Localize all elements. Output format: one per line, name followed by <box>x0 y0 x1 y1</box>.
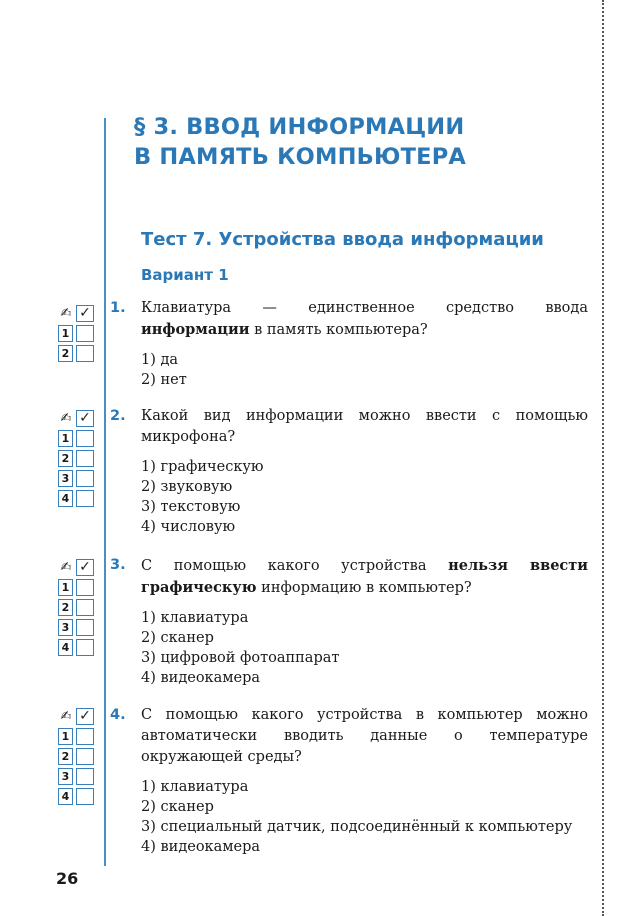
answer-option: 2) сканер <box>141 630 214 646</box>
question-text <box>141 555 588 599</box>
question-2 <box>110 406 588 537</box>
answer-option: 4) числовую <box>141 519 236 535</box>
question-number: 1. <box>110 300 126 316</box>
answer-box[interactable] <box>76 450 94 467</box>
option-number-box: 3 <box>58 470 73 487</box>
question-text-part: в память компьютера? <box>249 322 428 338</box>
answer-option: 3) текстовую <box>141 499 241 515</box>
answer-option: 3) цифровой фотоаппарат <box>141 650 340 666</box>
answer-option: 1) графическую <box>141 459 264 475</box>
answer-box[interactable] <box>76 325 94 342</box>
cut-line <box>602 0 604 916</box>
answer-option: 1) да <box>141 352 179 368</box>
answer-option: 2) сканер <box>141 799 214 815</box>
answer-option: 2) нет <box>141 372 187 388</box>
question-number: 2. <box>110 408 126 424</box>
answer-option: 3) специальный датчик, подсоединённый к компьютеру <box>141 819 573 835</box>
answer-box[interactable] <box>76 748 94 765</box>
section-title-line-2: В ПАМЯТЬ КОМПЬЮТЕРА <box>134 144 466 170</box>
answer-check-box[interactable]: ✓ <box>76 305 94 322</box>
question-number: 3. <box>110 557 126 573</box>
margin-rule <box>104 118 106 866</box>
answer-option: 1) клавиатура <box>141 779 249 795</box>
answer-option: 4) видеокамера <box>141 670 261 686</box>
answer-box[interactable] <box>76 619 94 636</box>
answer-boxes-q2 <box>58 408 98 508</box>
answer-check-box[interactable]: ✓ <box>76 410 94 427</box>
answer-check-box[interactable]: ✓ <box>76 559 94 576</box>
option-number-box: 1 <box>58 579 73 596</box>
option-number-box: 1 <box>58 325 73 342</box>
answer-option: 2) звуковую <box>141 479 233 495</box>
question-text-emphasis: информации <box>141 321 250 338</box>
answer-box[interactable] <box>76 579 94 596</box>
answer-options <box>141 777 588 857</box>
answer-options <box>141 350 588 390</box>
question-3 <box>110 555 588 688</box>
answer-box[interactable] <box>76 728 94 745</box>
section-title-line-1: § 3. ВВОД ИНФОРМАЦИИ <box>134 114 465 140</box>
answer-boxes-q4 <box>58 706 98 806</box>
question-text: С помощью какого устройства в компьютер можно автоматически вводить данные о температуре окружающей среды? <box>141 707 588 765</box>
option-number-box: 1 <box>58 430 73 447</box>
answer-options <box>141 608 588 688</box>
question-text-part: Клавиатура — единственное средство ввода <box>141 300 588 316</box>
option-number-box: 4 <box>58 490 73 507</box>
question-text-emphasis: нельзя ввести графическую <box>141 557 588 596</box>
question-4 <box>110 705 588 857</box>
option-number-box: 3 <box>58 768 73 785</box>
option-number-box: 3 <box>58 619 73 636</box>
question-text: Какой вид информации можно ввести с помощью микрофона? <box>141 408 588 445</box>
pencil-icon: ✍ <box>60 559 72 575</box>
answer-boxes-q3 <box>58 557 98 657</box>
variant-title: Вариант 1 <box>141 266 229 284</box>
answer-box[interactable] <box>76 470 94 487</box>
question-text-part: информацию в компьютер? <box>256 580 472 596</box>
pencil-icon: ✍ <box>60 410 72 426</box>
answer-box[interactable] <box>76 768 94 785</box>
page-number: 26 <box>56 869 79 888</box>
answer-check-box[interactable]: ✓ <box>76 708 94 725</box>
option-number-box: 2 <box>58 450 73 467</box>
pencil-icon: ✍ <box>60 708 72 724</box>
answer-option: 1) клавиатура <box>141 610 249 626</box>
option-number-box: 2 <box>58 748 73 765</box>
option-number-box: 2 <box>58 599 73 616</box>
answer-option: 4) видеокамера <box>141 839 261 855</box>
answer-box[interactable] <box>76 639 94 656</box>
answer-box[interactable] <box>76 490 94 507</box>
answer-box[interactable] <box>76 430 94 447</box>
answer-options <box>141 457 588 537</box>
test-title: Тест 7. Устройства ввода информации <box>141 229 544 250</box>
answer-box[interactable] <box>76 788 94 805</box>
pencil-icon: ✍ <box>60 305 72 321</box>
answer-boxes-q1 <box>58 303 98 363</box>
question-text-part: С помощью какого устройства <box>141 558 449 574</box>
option-number-box: 1 <box>58 728 73 745</box>
question-number: 4. <box>110 707 126 723</box>
answer-box[interactable] <box>76 599 94 616</box>
option-number-box: 4 <box>58 788 73 805</box>
question-1 <box>110 298 588 390</box>
option-number-box: 2 <box>58 345 73 362</box>
answer-box[interactable] <box>76 345 94 362</box>
option-number-box: 4 <box>58 639 73 656</box>
question-text <box>141 298 588 341</box>
section-title <box>134 112 466 172</box>
